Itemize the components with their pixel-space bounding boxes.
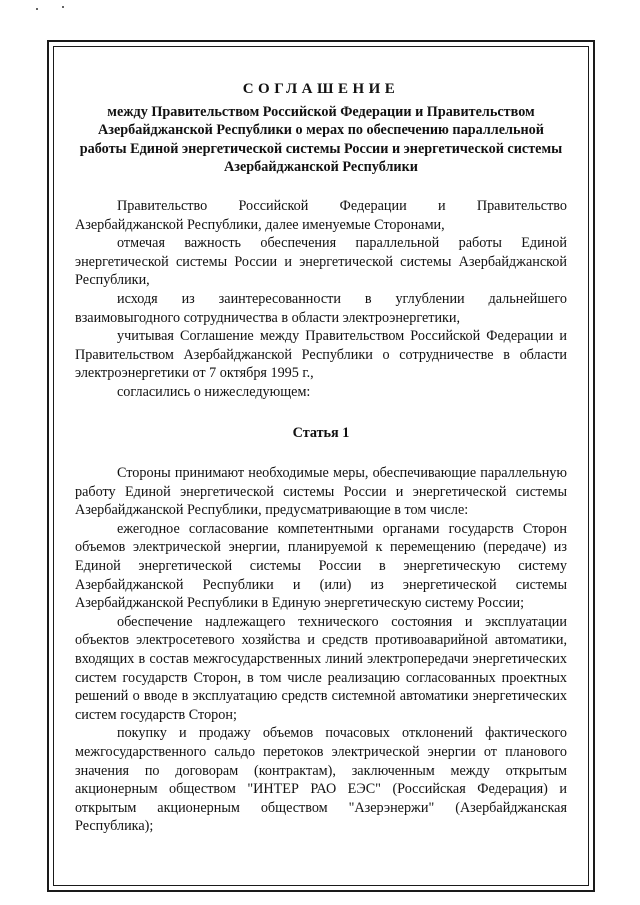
article-paragraph: покупку и продажу объемов почасовых отклонений фактического межгосударственного сальдо перетоков электрической энергии от планового значения по договорам (контрактам), заключенным между открытым акционерным обществом "ИНТЕР РАО ЕЭС" (Российская Федерация) и открытым акционерным обществом "Азерэнержи" (Азербайджанская Республика); bbox=[75, 725, 567, 835]
scan-artifacts bbox=[36, 4, 76, 14]
article-paragraph: Стороны принимают необходимые меры, обеспечивающие параллельную работу Единой энергетической системы России и энергетической системы Азербайджанской Республики, предусматривающие в том числе: bbox=[75, 465, 567, 519]
document-body bbox=[75, 80, 567, 836]
preamble-paragraph: исходя из заинтересованности в углублении дальнейшего взаимовыгодного сотрудничества в области электроэнергетики, bbox=[75, 290, 567, 326]
preamble-paragraph: учитывая Соглашение между Правительством Российской Федерации и Правительством Азербайджанской Республики о сотрудничестве в области электроэнергетики от 7 октября 1995 г., bbox=[75, 328, 567, 382]
article-paragraph: ежегодное согласование компетентными органами государств Сторон объемов электрической энергии, планируемой к перемещению (передаче) из Единой энергетической системы России в энергетическую систему Азербайджанской Республики и (или) из энергетической системы Азербайджанской Республики в Единую энергетическую систему России; bbox=[75, 520, 567, 612]
article-paragraph: обеспечение надлежащего технического состояния и эксплуатации объектов электросетевого хозяйства и средств противоаварийной автоматики, входящих в состав межгосударственных линий электропередачи энергетических систем государств Сторон, в том числе реализацию согласованных проектных решений о вводе в эксплуатацию средств системной автоматики энергетических систем государств Сторон; bbox=[75, 613, 567, 723]
preamble-paragraph: Правительство Российской Федерации и Правительство Азербайджанской Республики, далее именуемые Сторонами, bbox=[75, 197, 567, 233]
preamble-paragraph: согласились о нижеследующем: bbox=[117, 383, 311, 400]
article-body bbox=[75, 464, 567, 836]
article-title: Статья 1 bbox=[292, 424, 350, 441]
document-title: СОГЛАШЕНИЕ bbox=[242, 81, 400, 97]
document-subtitle: между Правительством Российской Федерации и Правительством Азербайджанской Республики о мерах по обеспечению параллельной работы Единой энергетической системы России и энергетической системы Азербайджанской Республики bbox=[79, 103, 563, 176]
preamble-paragraph: отмечая важность обеспечения параллельной работы Единой энергетической системы России и энергетической системы Азербайджанской Республики, bbox=[75, 235, 567, 289]
preamble bbox=[75, 197, 567, 402]
